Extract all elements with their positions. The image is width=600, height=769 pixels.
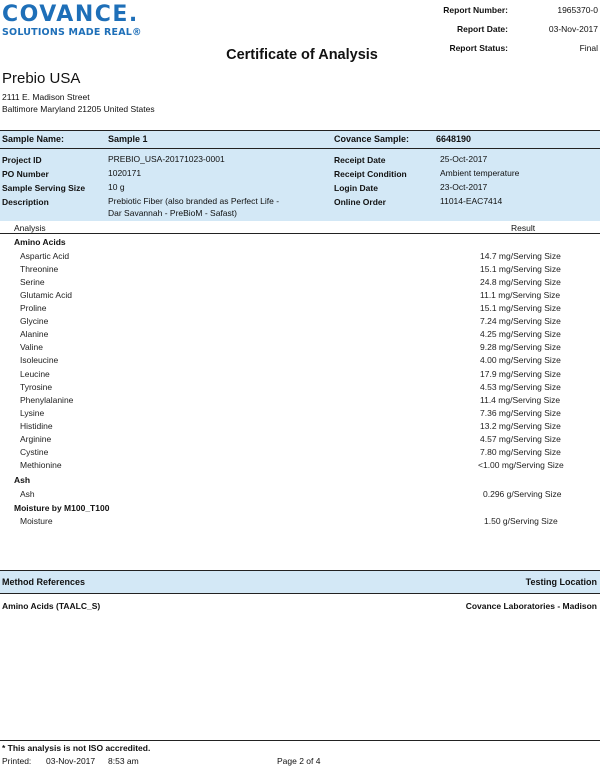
result-row-name: Alanine xyxy=(20,329,49,340)
printed-date: 03-Nov-2017 xyxy=(46,756,96,766)
result-column-header: Result xyxy=(511,223,536,233)
report-status-label: Report Status: xyxy=(449,43,508,53)
receipt-date: 25-Oct-2017 xyxy=(440,154,488,164)
result-row-name: Arginine xyxy=(20,433,52,444)
client-address-line-1: 2111 E. Madison Street xyxy=(2,92,90,102)
result-row-value: 15.1 mg/Serving Size xyxy=(480,264,561,275)
analysis-column-header: Analysis xyxy=(14,223,46,233)
result-row-name: Glutamic Acid xyxy=(20,290,72,301)
result-row-value: 4.57 mg/Serving Size xyxy=(480,433,561,444)
online-order: 11014-EAC7414 xyxy=(440,196,503,206)
covance-logo xyxy=(2,4,142,38)
result-row-value: 4.53 mg/Serving Size xyxy=(480,381,561,392)
result-row-value: 7.80 mg/Serving Size xyxy=(480,446,561,457)
method-reference: Amino Acids (TAALC_S) xyxy=(2,601,101,611)
report-status: Final xyxy=(579,43,598,53)
iso-note: * This analysis is not ISO accredited. xyxy=(2,743,151,753)
client-name: Prebio USA xyxy=(2,70,81,87)
sample-header xyxy=(0,131,600,148)
result-row-name: Ash xyxy=(20,489,35,499)
result-row-value: 7.24 mg/Serving Size xyxy=(480,316,561,327)
result-row-name: Tyrosine xyxy=(20,381,53,392)
group-amino-acids: Amino Acids xyxy=(14,237,66,247)
project-id-label: Project ID xyxy=(2,155,42,165)
result-row-name: Serine xyxy=(20,277,45,288)
receipt-condition-label: Receipt Condition xyxy=(334,169,407,179)
result-row-value: 24.8 mg/Serving Size xyxy=(480,277,561,288)
serving-size-label: Sample Serving Size xyxy=(2,183,86,193)
result-row-value: 15.1 mg/Serving Size xyxy=(480,303,561,314)
report-number: 1965370-0 xyxy=(557,5,598,15)
group-moisture: Moisture by M100_T100 xyxy=(14,503,110,513)
testing-location-label: Testing Location xyxy=(525,577,597,587)
sample-name: Sample 1 xyxy=(108,134,148,144)
result-row-name: Phenylalanine xyxy=(20,394,74,405)
result-row-value: 7.36 mg/Serving Size xyxy=(480,407,561,418)
covance-sample-number: 6648190 xyxy=(436,134,472,144)
result-row-name: Glycine xyxy=(20,316,49,327)
result-row-value: 17.9 mg/Serving Size xyxy=(480,368,561,379)
method-references-header xyxy=(0,570,600,594)
logo-tagline: SOLUTIONS MADE REAL® xyxy=(2,27,142,38)
result-row-value: 4.25 mg/Serving Size xyxy=(480,329,561,340)
description-label: Description xyxy=(2,197,49,207)
result-row-name: Proline xyxy=(20,303,47,314)
result-row-name: Isoleucine xyxy=(20,355,59,366)
login-date: 23-Oct-2017 xyxy=(440,182,488,192)
result-row-value: 4.00 mg/Serving Size xyxy=(480,355,561,366)
result-row-value: 11.4 mg/Serving Size xyxy=(480,394,561,405)
description-line-1: Prebiotic Fiber (also branded as Perfect Life - xyxy=(108,196,280,206)
result-row-name: Threonine xyxy=(20,264,59,275)
result-row-value: 1.50 g/Serving Size xyxy=(484,516,558,526)
logo-wordmark: COVANCE. xyxy=(2,2,139,27)
receipt-condition: Ambient temperature xyxy=(440,168,520,178)
divider xyxy=(0,233,600,234)
online-order-label: Online Order xyxy=(334,197,386,207)
method-references-label: Method References xyxy=(2,577,86,587)
po-number-label: PO Number xyxy=(2,169,49,179)
result-row-name: Cystine xyxy=(20,446,49,457)
report-date: 03-Nov-2017 xyxy=(548,24,598,34)
po-number: 1020171 xyxy=(108,168,142,178)
project-id: PREBIO_USA-20171023-0001 xyxy=(108,154,225,164)
serving-size: 10 g xyxy=(108,182,125,192)
result-row-name: Moisture xyxy=(20,516,53,526)
result-row-name: Leucine xyxy=(20,368,50,379)
receipt-date-label: Receipt Date xyxy=(334,155,386,165)
result-row-name: Lysine xyxy=(20,407,45,418)
group-ash: Ash xyxy=(14,475,31,485)
sample-name-label: Sample Name: xyxy=(2,134,65,144)
result-row-value: 14.7 mg/Serving Size xyxy=(480,251,561,261)
login-date-label: Login Date xyxy=(334,183,378,193)
sample-info xyxy=(0,149,600,221)
result-row-name: Aspartic Acid xyxy=(20,251,70,261)
result-row-value: 13.2 mg/Serving Size xyxy=(480,420,561,431)
testing-location: Covance Laboratories - Madison xyxy=(465,601,597,611)
printed-label: Printed: xyxy=(2,756,32,766)
description-line-2: Dar Savannah - PreBioM - Safast) xyxy=(108,208,237,218)
result-row-value: 11.1 mg/Serving Size xyxy=(480,290,561,301)
result-row-name: Methionine xyxy=(20,459,62,470)
divider xyxy=(0,740,600,741)
result-row-value: 0.296 g/Serving Size xyxy=(483,489,562,499)
result-row-name: Histidine xyxy=(20,420,53,431)
printed-time: 8:53 am xyxy=(108,756,139,766)
page-title: Certificate of Analysis xyxy=(226,47,378,63)
client-address-line-2: Baltimore Maryland 21205 United States xyxy=(2,104,155,114)
result-row-value: 9.28 mg/Serving Size xyxy=(480,342,561,353)
report-date-label: Report Date: xyxy=(456,24,508,34)
page-number: Page 2 of 4 xyxy=(277,756,321,766)
covance-sample-label: Covance Sample: xyxy=(334,134,410,144)
result-row-value: <1.00 mg/Serving Size xyxy=(478,459,564,470)
result-row-name: Valine xyxy=(20,342,43,353)
report-number-label: Report Number: xyxy=(443,5,508,15)
